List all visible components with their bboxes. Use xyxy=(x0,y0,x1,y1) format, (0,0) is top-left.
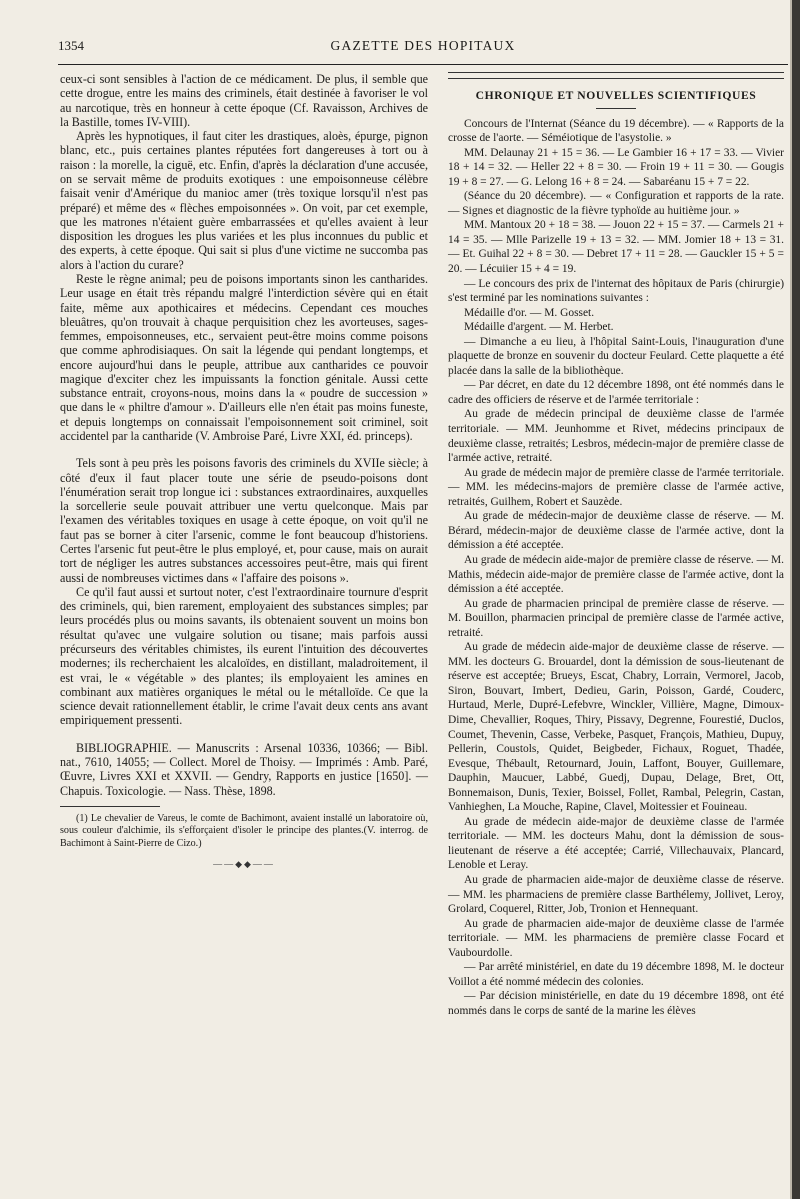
journal-title: GAZETTE DES HOPITAUX xyxy=(330,38,516,53)
news-item: MM. Delaunay 21 + 15 = 36. — Le Gambier 16 + 17 = 33. — Vivier 18 + 14 = 32. — Heller 22 + 8 = 30. — Froin 19 + 11 = 30. — Gougis 19 + 8 = 27. — G. Lelong 16 + 8 = 24. — Sabaréanu 15 + 7 = 22. xyxy=(448,146,784,188)
section-title-rule xyxy=(596,108,636,109)
bibliography: BIBLIOGRAPHIE. — Manuscrits : Arsenal 10336, 10366; — Bibl. nat., 7610, 14055; — Collect. Morel de Thoisy. — Imprimés : Amb. Paré, Œuvre, Livres XXI et XXVII. — Gendry, Rapports en justice [1650]. — Chapuis. Toxicologie. — Nass. Thèse, 1898. xyxy=(60,740,428,798)
news-item: Au grade de médecin aide-major de deuxième classe de l'armée territoriale. — MM. les docteurs Mahu, dont la démission de sous-lieutenant de réserve a été acceptée; Carrié, Villechauvaix, Plancard, Lenoble et Leray. xyxy=(448,815,784,872)
section-title: CHRONIQUE ET NOUVELLES SCIENTIFIQUES xyxy=(475,89,757,102)
right-column xyxy=(448,72,784,1018)
news-item: Au grade de médecin principal de deuxième classe de l'armée territoriale. — MM. Jeunhomme et Rivet, médecins principaux de deuxième classe, retraités; Lesbros, médecin-major de première classe de l'armée active, retraité. xyxy=(448,408,784,465)
article-paragraph: ceux-ci sont sensibles à l'action de ce médicament. De plus, il semble que cette drogue, entre les mains des criminels, était destinée à favoriser le vol au narcotique, très en honneur à cette époque (Cf. Ravaisson, Archives de la Bastille, tomes IV-VIII). xyxy=(60,72,428,129)
header-rule xyxy=(58,64,788,65)
article-paragraph: Après les hypnotiques, il faut citer les drastiques, aloès, épurge, pignon blanc, etc., puis certaines plantes réputées fort dangereuses à tort ou à raison : la morelle, la ciguë, etc. Enfin, d'après la déclaration d'une accusée, on se servait même de produits exotiques : une empoisonneuse célèbre faisait venir d'Amérique du manioc amer (très toxique lorsqu'il n'est pas préparé) et même des « flèches empoisonnées ». On voit, par cet exemple, que les matrones n'étaient guère embarrassées et qu'elles avaient à leur disposition les drogues les plus variées et les plus inconnues du public et des experts, à cette époque. Qui sait si plus d'une victime ne succomba pas alors à l'action du curare? xyxy=(60,129,428,272)
news-item: Au grade de pharmacien principal de première classe de réserve. — M. Bouillon, pharmacien principal de première classe de l'armée active, retraité. xyxy=(448,597,784,639)
footnote-rule xyxy=(60,806,160,807)
news-item: Au grade de médecin aide-major de première classe de réserve. — M. Mathis, médecin aide-major de première classe de l'armée active, dont la démission a été acceptée. xyxy=(448,553,784,596)
news-item: Concours de l'Internat (Séance du 19 décembre). — « Rapports de la crosse de l'aorte. — Séméiotique de l'asystolie. » xyxy=(448,117,784,145)
left-column xyxy=(60,72,428,871)
article-paragraph: Tels sont à peu près les poisons favoris des criminels du XVIIe siècle; à côté d'eux il faut placer toute une série de pseudo-poisons dont l'énumération serait trop longue ici : substances extraordinaires, auxquelles la sorcellerie seule pouvait attribuer une vertu quelconque. Mais par l'examen des véritables toxiques en usage à cette époque, on voit qu'il ne faut pas se borner à citer l'arsenic, comme le font beaucoup d'historiens. Certes l'arsenic fut peut-être le plus employé, et, pour cause, mais on aurait tort de négliger les autres substances accessoires peut-être, mais qui firent aussi de nombreuses victimes dans « l'affaire des poisons ». xyxy=(60,456,428,585)
news-item: — Par arrêté ministériel, en date du 19 décembre 1898, M. le docteur Voillot a été nommé médecin des colonies. xyxy=(448,961,784,988)
section-top-rule xyxy=(448,72,784,79)
news-item: MM. Mantoux 20 + 18 = 38. — Jouon 22 + 15 = 37. — Carmels 21 + 14 = 35. — Mlle Parizelle 19 + 13 = 32. — MM. Jomier 18 + 13 = 31. — Et. Guihal 22 + 8 = 30. — Debret 17 + 11 = 28. — Gauckler 15 + 5 = 20. — Lécuiier 15 + 4 = 19. xyxy=(448,219,784,276)
news-item: — Dimanche a eu lieu, à l'hôpital Saint-Louis, l'inauguration d'une plaquette de bronze en souvenir du docteur Feulard. Cette plaquette a été placée dans la salle de la bibliothèque. xyxy=(448,335,784,377)
page-header xyxy=(58,38,788,64)
news-item: Au grade de médecin-major de deuxième classe de réserve. — M. Bérard, médecin-major de deuxième classe de l'armée active, dont la démission a été acceptée. xyxy=(448,510,784,552)
news-item: (Séance du 20 décembre). — « Configuration et rapports de la rate. — Signes et diagnostic de la fièvre typhoïde au huitième jour. » xyxy=(448,190,784,217)
news-item: Au grade de pharmacien aide-major de deuxième classe de réserve. — MM. les pharmaciens de première classe Barthélemy, Jollivet, Leroy, Grolard, Coquerel, Ritter, Job, Tronion et Hennequant. xyxy=(448,873,784,916)
news-item: — Par décret, en date du 12 décembre 1898, ont été nommés dans le cadre des officiers de réserve et de l'armée territoriale : xyxy=(448,379,784,406)
news-item: Au grade de pharmacien aide-major de deuxième classe de l'armée territoriale. — MM. les pharmaciens de première classe Focard et Vaubourdolle. xyxy=(448,917,784,959)
footnote: (1) Le chevalier de Vareus, le comte de Bachimont, avaient installé un laboratoire où, sous couleur d'alchimie, ils s'efforçaient d'isoler le principe des plantes.(V. interrog. de Bachimont à Saint-Pierre de Cizo.) xyxy=(60,812,428,849)
news-item: Au grade de médecin major de première classe de l'armée territoriale. — MM. les médecins-majors de première classe de l'armée active, retraités, Guilhem, Robert et Sauzède. xyxy=(448,466,784,508)
article-paragraph: Reste le règne animal; peu de poisons importants sinon les cantharides. Leur usage en était très répandu malgré l'interdiction sévère qui en était faite, même aux apothicaires et médecins. Cependant ces mouches bleuâtres, qu'on trouvait à chaque perquisition chez les avorteuses, sages-femmes, empoisonneuses, etc., servaient peut-être moins comme poisons que comme aphrodisiaques. On sait la légende qui pendant longtemps, et encore aujourd'hui dans le peuple, attribue aux cantharides ce pouvoir magique d'exciter chez les impuissants la fonction génitale. Aussi cette substance entrait, croyons-nous, moins dans la « poudre de succession » que dans le « philtre d'amour ». D'ailleurs elle n'en était pas moins funeste, et depuis longtemps on connaissait l'empoisonnement soit criminel, soit accidentel par la cantharide (V. Ambroise Paré, Livre XXI, éd. princeps). xyxy=(60,271,428,444)
ornament-divider: ——◆◆—— xyxy=(213,858,275,869)
news-item: Médaille d'argent. — M. Herbet. xyxy=(464,321,614,334)
news-item: — Par décision ministérielle, en date du 19 décembre 1898, ont été nommés dans le corps de santé de la marine les élèves xyxy=(448,990,784,1017)
news-item: Médaille d'or. — M. Gosset. xyxy=(464,306,595,319)
scan-edge xyxy=(792,0,800,1199)
news-item: Au grade de médecin aide-major de deuxième classe de réserve. — MM. les docteurs G. Brouardel, dont la démission de sous-lieutenant de réserve est acceptée; Brueys, Escat, Chabry, Lorrain, Vermorel, Jacob, Siron, Bouvart, Imbert, Dedieu, Garin, Poisson, Gardé, Couderc, Hurtaud, Merle, Dupré-Lefebvre, Winckler, Villière, Magne, Dimoux-Dime, Chevallier, Roques, Thiry, Pissavy, Degrenne, Fourestié, Duclos, Coumet, Thevenin, Casse, Verbeke, Pasquet, François, Mathieu, Dupuy, Pellerin, Coustols, Quidet, Beigbeder, Fichaux, Roguet, Thadée, Evesque, Thébault, Retournard, Jouin, Laffont, Bouyer, Guillemare, Dauphin, Maucuer, Labbé, Guedj, Dupau, Delage, Bret, Ott, Bonnemaison, Dunis, Texier, Boissel, Follet, Rambal, Pelegrin, Castan, Vanhieghen, La Mouche, Rapine, Clavel, Moitessier et Fouineau. xyxy=(448,641,784,814)
news-item: — Le concours des prix de l'internat des hôpitaux de Paris (chirurgie) s'est terminé par les nominations suivantes : xyxy=(448,277,784,305)
article-paragraph: Ce qu'il faut aussi et surtout noter, c'est l'extraordinaire tournure d'esprit des criminels, qui, bien rarement, employaient des substances simples; par leurs procédés plus ou moins savants, ils obtenaient souvent un moins bon résultat qu'avec une vulgaire solution ou tisane; mais parfois aussi précurseurs des véritables chimistes, ils eurent l'intuition des découvertes modernes; ils recherchaient les alcaloïdes, en distillant, maladroitement, il est vrai, le « végétable » des plantes; ils employaient les amines en combinant aux matières organiques le métal ou le métalloïde. Ce que la science devait rationnellement établir, le crime l'avait deux cents ans avant empiriquement pressenti. xyxy=(60,584,428,728)
page-number: 1354 xyxy=(58,38,84,53)
